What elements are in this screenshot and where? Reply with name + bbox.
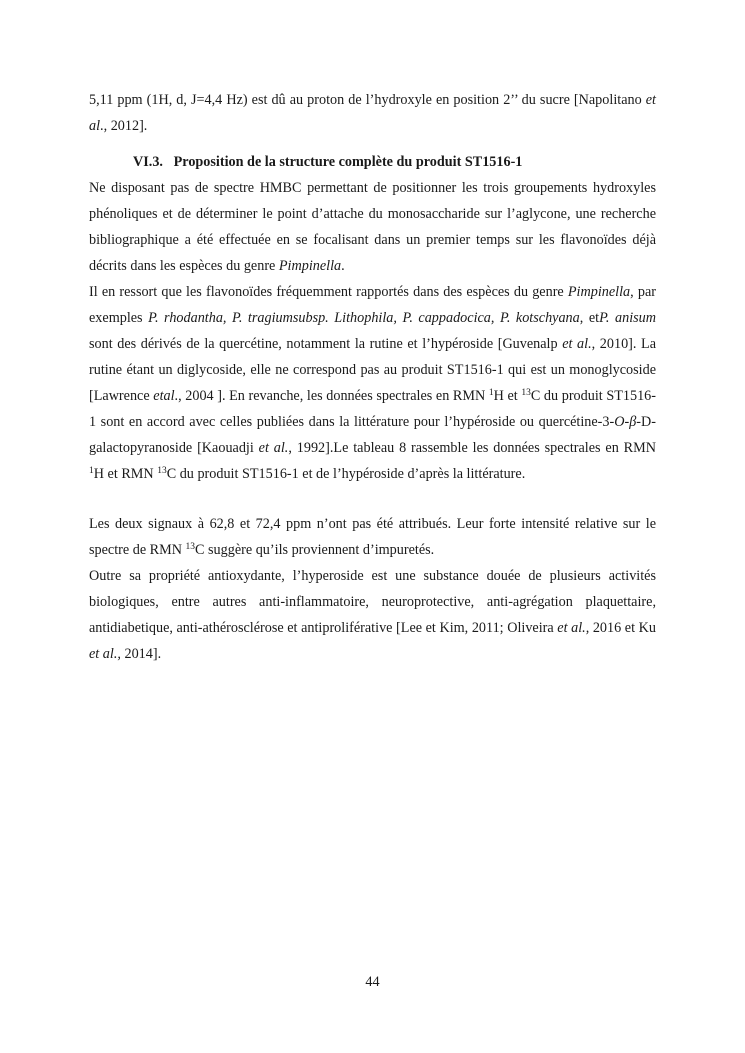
superscript: 13: [521, 388, 531, 398]
italic-run: β: [629, 414, 637, 430]
italic-run: et al.: [562, 336, 592, 352]
paragraph-nmr-end: [89, 87, 656, 139]
text-run: , 2010]. La rutine étant un diglycoside, elle ne correspond pas au produit ST1516-1 qui est un monoglycoside [Lawrence: [89, 336, 656, 404]
italic-run: et al.,: [557, 620, 590, 636]
paragraph-bibliography: [89, 175, 656, 279]
text-run: 2016 et Ku: [589, 620, 656, 636]
text-run: , par exemples: [89, 284, 656, 326]
text-run: Ne disposant pas de spectre HMBC permettant de positionner les trois groupements hydroxyles phénoliques et de déterminer le point d’attache du monosaccharide sur l’aglycone, une recherche bibliographique a été effectuée en se focalisant dans un premier temps sur les flavonoïdes déjà décrits dans les espèces du genre: [89, 180, 656, 274]
paragraph-biological-activities: [89, 563, 656, 667]
italic-run: Pimpinella: [278, 258, 342, 274]
paragraph-flavonoids: [89, 279, 656, 487]
italic-run: etal: [153, 388, 175, 404]
italic-run: Pimpinella: [567, 284, 631, 300]
text-run: 5,11 ppm (1H, d, J=4,4 Hz) est dû au proton de l’hydroxyle en position 2’’ du sucre [Napolitano: [89, 92, 646, 108]
text-run: sont des dérivés de la quercétine, notamment la rutine et l’hypéroside [Guvenalp: [89, 336, 563, 352]
superscript: 1: [89, 466, 94, 476]
text-run: , et: [579, 310, 600, 326]
text-run: Les deux signaux à 62,8 et 72,4 ppm n’ont pas été attribués. Leur forte intensité relative sur le spectre de RMN: [89, 516, 656, 558]
text-run: C du produit ST1516-1 sont en accord avec celles publiées dans la littérature pour l’hypéroside ou quercétine-3-: [89, 388, 656, 430]
text-run: Il en ressort que les flavonoïdes fréquemment rapportés dans des espèces du genre: [89, 284, 568, 300]
text-run: ., 2004 ]. En revanche, les données spectrales en RMN: [174, 388, 489, 404]
italic-run: P. rhodantha, P. tragiumsubsp. Lithophila, P. cappadocica, P. kotschyana: [148, 310, 580, 326]
italic-run: et al.,: [89, 646, 121, 662]
text-run: -D-galactopyranoside [Kaouadji: [89, 414, 656, 456]
paragraph-unassigned-signals: [89, 511, 656, 563]
text-run: .: [341, 258, 345, 274]
superscript: 13: [157, 466, 167, 476]
superscript: 13: [185, 542, 196, 552]
text-run: H et: [493, 388, 522, 404]
text-run: C suggère qu’ils proviennent d’impuretés.: [195, 542, 435, 558]
italic-run: O: [614, 414, 625, 430]
text-run: 2014].: [120, 646, 162, 662]
italic-run: et al: [89, 92, 656, 134]
text-run: , 1992].Le tableau 8 rassemble les données spectrales en RMN: [288, 440, 656, 456]
text-run: C du produit ST1516-1 et de l’hypéroside d’après la littérature.: [166, 466, 526, 482]
section-number: VI.3.: [133, 154, 163, 170]
italic-run: et al.: [258, 440, 289, 456]
superscript: 1: [488, 388, 494, 398]
text-run: H et RMN: [93, 466, 158, 482]
text-run: -: [624, 414, 630, 430]
section-heading: [133, 149, 653, 175]
section-title: Proposition de la structure complète du produit ST1516-1: [173, 154, 523, 170]
page-number: 44: [365, 974, 380, 990]
text-run: Outre sa propriété antioxydante, l’hyperoside est une substance douée de plusieurs activités biologiques, entre autres anti-inflammatoire, neuroprotective, anti-agrégation plaquettaire, antidiabetique, anti-athérosclérose et antiproliférative [Lee et Kim, 2011; Oliveira: [89, 568, 656, 636]
italic-run: P. anisum: [599, 310, 657, 326]
text-run: ., 2012].: [100, 118, 148, 134]
